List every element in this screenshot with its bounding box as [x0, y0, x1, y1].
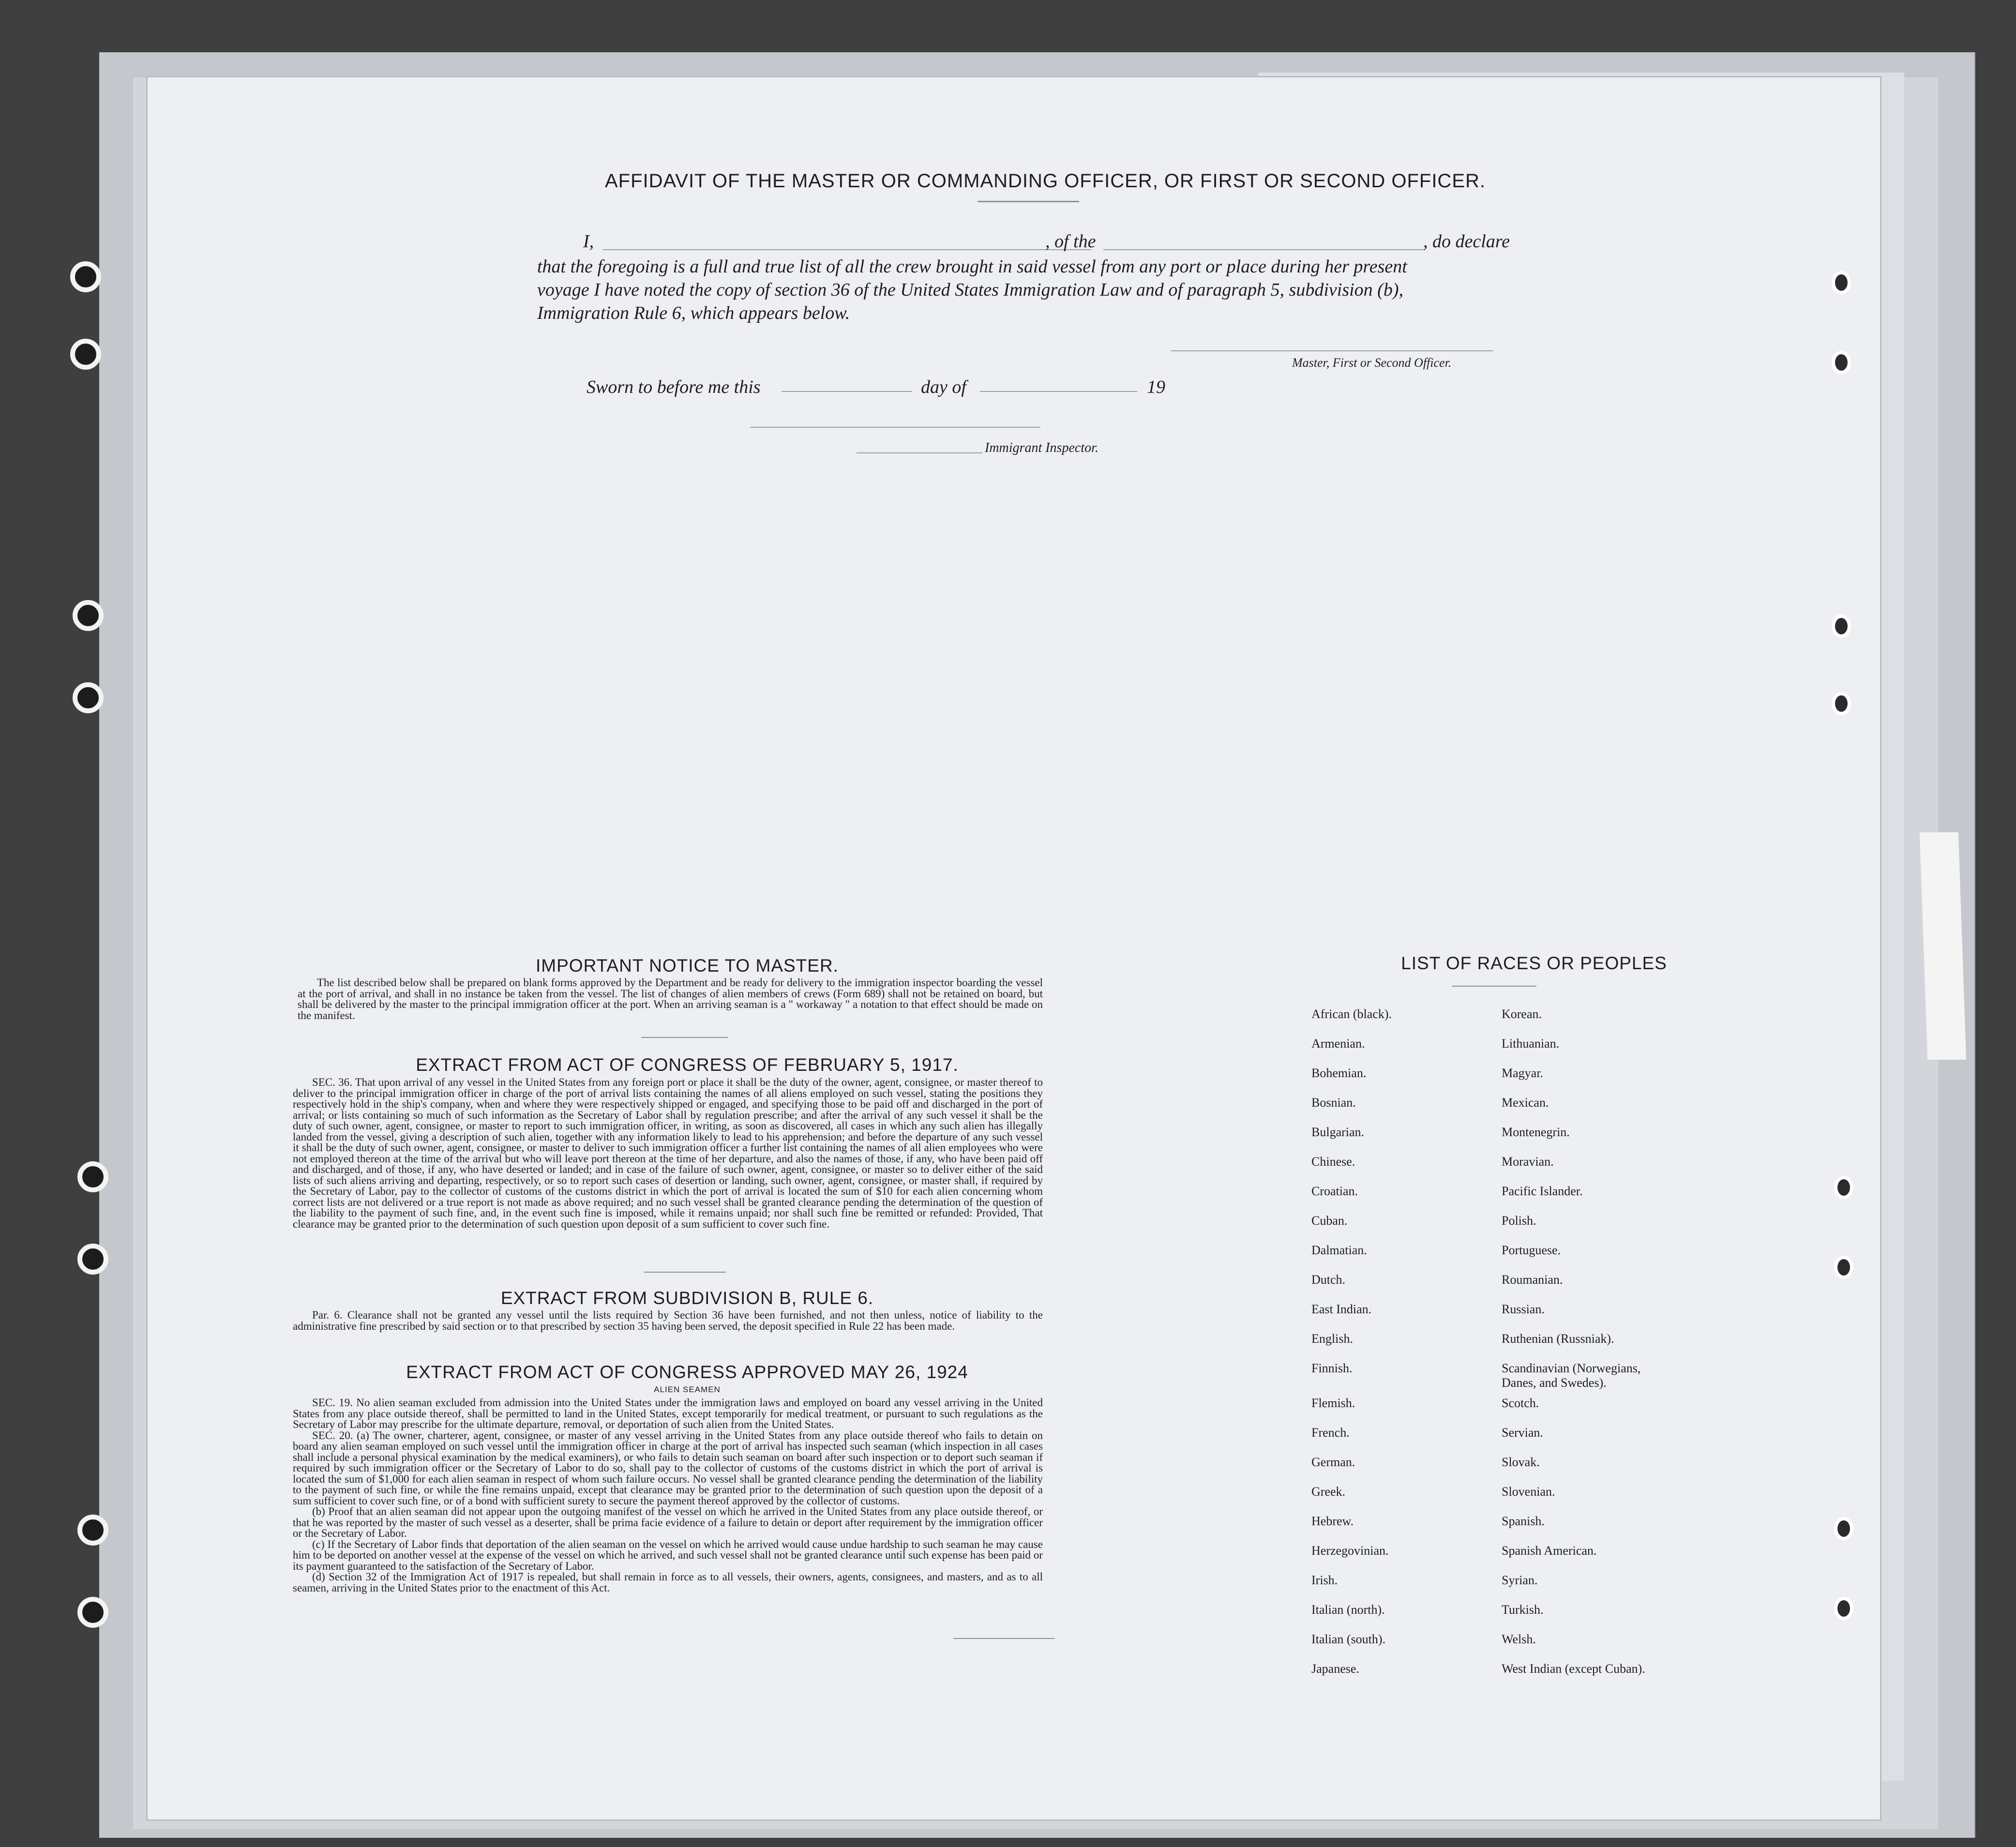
race-item: Montenegrin. [1502, 1125, 1570, 1139]
race-item: Dutch. [1311, 1273, 1346, 1287]
race-item: Hebrew. [1311, 1514, 1354, 1528]
affidavit-line-3: voyage I have noted the copy of section 36 of the United States Immigration Law and of paragraph 5, subdivision (b), [537, 280, 1403, 300]
race-item: Bohemian. [1311, 1066, 1367, 1080]
page-hole [1832, 615, 1851, 638]
extract-1917-title: EXTRACT FROM ACT OF CONGRESS OF FEBRUARY 5, 1917. [416, 1055, 959, 1075]
race-item: African (black). [1311, 1007, 1392, 1021]
do-declare-label: , do declare [1423, 231, 1510, 252]
race-item: Dalmatian. [1311, 1243, 1367, 1257]
race-item: Russian. [1502, 1302, 1545, 1316]
inspector-label: Immigrant Inspector. [985, 440, 1098, 455]
race-item: Moravian. [1502, 1155, 1554, 1169]
race-item: East Indian. [1311, 1302, 1372, 1316]
race-item: Chinese. [1311, 1155, 1355, 1169]
page-hole [1834, 1256, 1853, 1279]
year-prefix: 19 [1147, 377, 1165, 397]
race-item: Magyar. [1502, 1066, 1543, 1080]
binder-hole [73, 682, 104, 713]
affidavit-declaration-line [537, 230, 1510, 253]
race-item: Cuban. [1311, 1214, 1348, 1228]
race-item: Italian (south). [1311, 1632, 1386, 1646]
page-hole [1834, 1597, 1853, 1620]
binder-hole [77, 1597, 108, 1628]
race-item: Spanish. [1502, 1514, 1545, 1528]
officer-signature-line [1171, 350, 1493, 351]
title-divider [978, 201, 1079, 202]
race-item: Croatian. [1311, 1184, 1358, 1198]
inspector-signature-line [857, 452, 982, 453]
paper-tab [1920, 832, 1966, 1060]
extract-1924-title: EXTRACT FROM ACT OF CONGRESS APPROVED MAY 26, 1924 [406, 1362, 968, 1382]
extract-1924-paragraph: SEC. 20. (a) The owner, charterer, agent, consignee, or master of any vessel arriving in the United States from any place outside thereof who fails to detain on board any alien seaman employed on such vessel until the immigration officer in charge at the port of arrival has inspected such seaman (which inspection in all cases shall include a personal physical examination by the medical examiners), or who fails to detain such seaman on board after such inspection or to deport such seaman if required by such immigration officer or the Secretary of Labor to do so, shall pay to the collector of customs of the customs district in which the port of arrival is located the sum of $1,000 for each alien seaman in respect of whom such failure occurs. No vessel shall be granted clearance pending the determination of the liability to the payment of such fine, or while the fine remains unpaid, except that clearance may be granted prior to the determination of such question upon the deposit of a sum sufficient to cover such fine, or of a bond with sufficient surety to secure the payment thereof approved by the collector of customs. [293, 1429, 1043, 1507]
officer-label: Master, First or Second Officer. [1292, 356, 1452, 370]
race-item: Korean. [1502, 1007, 1542, 1021]
day-of-label: day of [921, 377, 966, 397]
race-item: Slovak. [1502, 1455, 1540, 1469]
extract-1924-paragraph: (d) Section 32 of the Immigration Act of 1917 is repealed, but shall remain in force as to all vessels, their owners, agents, consignees, and masters, and as to all seamen, arriving in the United States prior to the enactment of this Act. [293, 1571, 1043, 1594]
page-hole [1834, 1517, 1853, 1540]
race-item: Scotch. [1502, 1396, 1539, 1410]
races-title: LIST OF RACES OR PEOPLES [1401, 953, 1667, 973]
race-item: Turkish. [1502, 1603, 1544, 1617]
race-item: Roumanian. [1502, 1273, 1563, 1287]
extract-rule6-body [293, 1310, 1043, 1332]
race-item: Bulgarian. [1311, 1125, 1365, 1139]
page-hole [1834, 1176, 1853, 1199]
vessel-blank [1103, 249, 1425, 250]
race-item: Pacific Islander. [1502, 1184, 1583, 1198]
affidavit-line-2: that the foregoing is a full and true list of all the crew brought in said vessel from any port or place during her present [537, 256, 1407, 277]
binder-hole [77, 1515, 108, 1546]
extract-rule6-paragraph: Par. 6. Clearance shall not be granted any vessel until the lists required by Section 36 have been furnished, and not then unless, notice of liability to the administrative fine prescribed by said section or to that prescribed by section 35 having been served, the deposit specified in Rule 22 has been made. [293, 1309, 1043, 1332]
section-divider [641, 1037, 728, 1038]
races-divider [1452, 986, 1536, 987]
race-item: Welsh. [1502, 1632, 1536, 1646]
extract-1924-paragraph: (b) Proof that an alien seaman did not appear upon the outgoing manifest of the vessel on which he arrived in the United States from any place outside thereof, or that he was reported by the master of such vessel as a deserter, shall be prima facie evidence of a failure to detain or deport after requirement by the immigration officer or the Secretary of Labor. [293, 1505, 1043, 1539]
race-item: Polish. [1502, 1214, 1536, 1228]
race-item: Armenian. [1311, 1036, 1365, 1051]
month-blank [980, 391, 1137, 392]
race-item: Bosnian. [1311, 1096, 1356, 1110]
binder-hole [77, 1161, 108, 1192]
race-item: Flemish. [1311, 1396, 1355, 1410]
race-item: West Indian (except Cuban). [1502, 1662, 1645, 1676]
extract-rule6-title: EXTRACT FROM SUBDIVISION B, RULE 6. [500, 1288, 874, 1308]
sworn-label: Sworn to before me this [587, 377, 761, 397]
page-hole [1832, 351, 1851, 374]
race-item: English. [1311, 1332, 1353, 1346]
binder-hole [70, 339, 101, 370]
race-item: Syrian. [1502, 1573, 1538, 1587]
race-item: Finnish. [1311, 1361, 1353, 1375]
extract-1924-body [293, 1397, 1043, 1593]
page-hole [1832, 692, 1851, 715]
of-the-label: , of the [1045, 231, 1096, 252]
binder-hole [77, 1244, 108, 1275]
notice-title: IMPORTANT NOTICE TO MASTER. [536, 956, 839, 976]
race-item: German. [1311, 1455, 1355, 1469]
race-item: Slovenian. [1502, 1485, 1555, 1499]
race-item: Scandinavian (Norwegians, Danes, and Swedes). [1502, 1361, 1641, 1390]
extract-1924-paragraph: (c) If the Secretary of Labor finds that deportation of the alien seaman on the vessel on which he arrived would cause undue hardship to such seaman he may cause him to be deported on another vessel at the expense of the vessel on which he arrived, and such vessel shall not be granted clearance until such expense has been paid or its payment guaranteed to the satisfaction of the Secretary of Labor. [293, 1538, 1043, 1572]
extract-1917-body [293, 1077, 1043, 1230]
race-item: Ruthenian (Russniak). [1502, 1332, 1614, 1346]
day-blank [782, 391, 912, 392]
extract-1917-paragraph: SEC. 36. That upon arrival of any vessel in the United States from any foreign port or place it shall be the duty of the owner, agent, consignee, or master thereof to deliver to the principal immigration officer in charge of the port of arrival lists containing the names of all aliens employed on such vessel, stating the positions they respectively hold in the ship's company, when and where they were respectively shipped or engaged, and specifying those to be paid off and discharged in the port of arrival; or lists containing so much of such information as the Secretary of Labor shall by regulation prescribe; and after the arrival of any such vessel it shall be the duty of such owner, agent, consignee, or master to report to such immigration officer, in writing, as soon as discovered, all cases in which any such alien has illegally landed from the vessel, giving a description of such alien, together with any information likely to lead to his apprehension; and before the departure of any such vessel it shall be the duty of such owner, agent, consignee, or master to deliver to such immigration officer a further list containing the names of all alien employees who were not employed thereon at the time of the arrival but who will leave port thereon at the time of her departure, and also the names of those, if any, who have been paid off and discharged, and of those, if any, who have deserted or landed; and in case of the failure of such owner, agent, consignee, or master so to deliver either of the said lists of such aliens arriving and departing, respectively, or so to report such cases of desertion or landing, such owner, agent, consignee, or master shall, if required by the Secretary of Labor, pay to the collector of customs of the customs district in which the port of arrival is located the sum of $10 for each alien concerning whom correct lists are not delivered or a true report is not made as above required; and no such vessel shall be granted clearance pending the determination of the question of the liability to the payment of such fine, and, in the event such fine is imposed, while it remains unpaid; nor shall such fine be remitted or refunded: Provided, That clearance may be granted prior to the determination of such question upon deposit of a sum sufficient to cover such fine. [293, 1076, 1043, 1230]
affidavit-title: AFFIDAVIT OF THE MASTER OR COMMANDING OFFICER, OR FIRST OR SECOND OFFICER. [605, 170, 1486, 192]
binder-hole [70, 261, 101, 292]
extract-1924-paragraph: SEC. 19. No alien seaman excluded from admission into the United States under the immigration laws and employed on board any vessel arriving in the United States from any place outside thereof, shall be permitted to land in the United States, except temporarily for medical treatment, or pursuant to such regulations as the Secretary of Labor may prescribe for the ultimate departure, removal, or deportation of such alien from the United States. [293, 1397, 1043, 1430]
section-divider [644, 1272, 726, 1273]
race-item: Servian. [1502, 1426, 1543, 1440]
race-item: Italian (north). [1311, 1603, 1385, 1617]
page-hole [1832, 271, 1851, 294]
race-item: Mexican. [1502, 1096, 1549, 1110]
name-blank [602, 249, 1091, 250]
race-item: Japanese. [1311, 1662, 1359, 1676]
affidavit-i-label: I, [583, 231, 594, 252]
race-item: French. [1311, 1426, 1350, 1440]
race-item: Spanish American. [1502, 1544, 1597, 1558]
binder-hole [73, 600, 104, 631]
race-item: Greek. [1311, 1485, 1346, 1499]
race-item: Lithuanian. [1502, 1036, 1560, 1051]
end-divider [953, 1638, 1055, 1639]
extract-1924-subtitle: ALIEN SEAMEN [654, 1385, 721, 1394]
race-item: Herzegovinian. [1311, 1544, 1389, 1558]
notice-body [298, 977, 1043, 1021]
affidavit-line-4: Immigration Rule 6, which appears below. [537, 303, 850, 323]
notice-paragraph: The list described below shall be prepared on blank forms approved by the Department and be ready for delivery to the immigration inspector boarding the vessel at the port of arrival, and shall in no instance be taken from the vessel. The list of changes of alien members of crews (Form 689) shall not be retained on board, but shall be delivered by the master to the principal immigration officer at the port. When an arriving seaman is a " workaway " a notation to that effect should be made on the manifest. [298, 976, 1043, 1021]
race-item: Portuguese. [1502, 1243, 1561, 1257]
inspector-upper-line [750, 427, 1040, 428]
race-item: Irish. [1311, 1573, 1338, 1587]
